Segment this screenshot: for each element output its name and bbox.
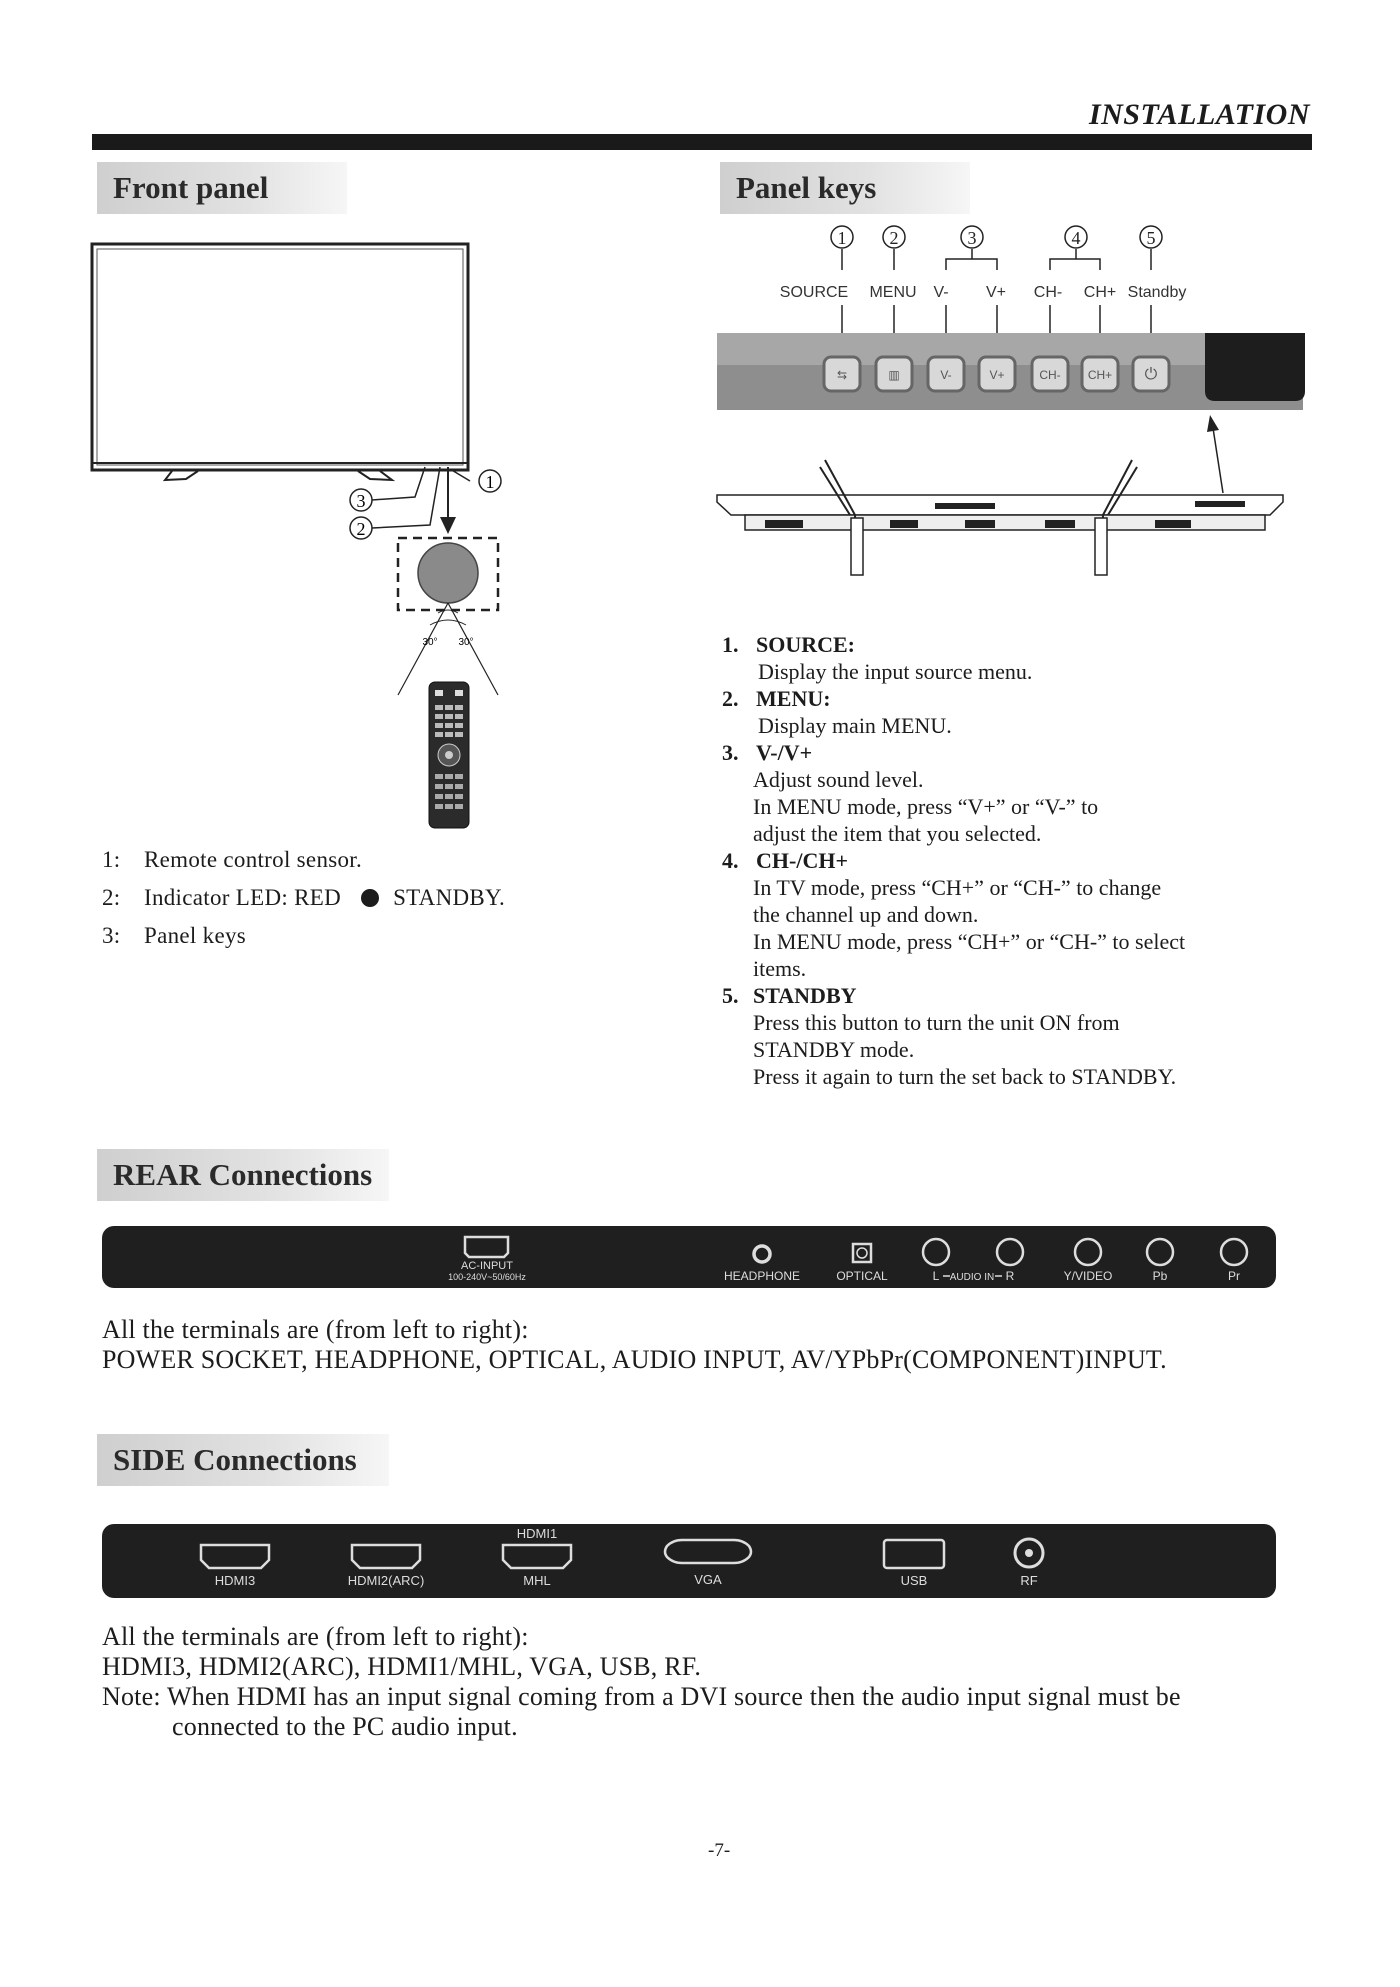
side-connections-heading: SIDE Connections: [97, 1434, 389, 1486]
front-panel-heading: Front panel: [97, 162, 347, 214]
svg-text:AUDIO IN: AUDIO IN: [949, 1272, 995, 1283]
svg-text:CH-: CH-: [1033, 284, 1063, 301]
svg-text:R: R: [1005, 1269, 1015, 1283]
svg-text:▥: ▥: [888, 368, 900, 382]
svg-text:2: 2: [889, 228, 899, 248]
svg-text:V-: V-: [933, 284, 949, 301]
front-panel-diagram: [80, 235, 560, 850]
svg-text:1: 1: [837, 228, 847, 248]
arrow-down-icon: [440, 517, 456, 534]
svg-text:3: 3: [967, 228, 977, 248]
svg-text:USB: USB: [900, 1573, 928, 1588]
rear-connection-panel: [100, 1224, 1280, 1290]
rear-description: All the terminals are (from left to right): POWER SOCKET, HEADPHONE, OPTICAL, AUDIO INPUT, AV/YPbPr(COMPONENT)INPUT.: [102, 1315, 1167, 1374]
svg-text:HDMI3: HDMI3: [214, 1573, 256, 1588]
remote-control-icon: [429, 682, 469, 828]
svg-text:V-: V-: [940, 368, 952, 382]
svg-text:CH-: CH-: [1039, 368, 1061, 382]
tv-stand-right: [358, 471, 392, 480]
panel-grip: [1205, 333, 1305, 401]
svg-text:HEADPHONE: HEADPHONE: [723, 1269, 801, 1283]
rear-connections-heading: REAR Connections: [97, 1149, 389, 1201]
svg-text:CH+: CH+: [1087, 368, 1113, 382]
svg-text:CH+: CH+: [1083, 284, 1117, 301]
svg-text:30°: 30°: [458, 637, 474, 648]
side-description: All the terminals are (from left to right): HDMI3, HDMI2(ARC), HDMI1/MHL, VGA, USB, RF. Note: When HDMI has an input signal coming from a DVI source then the audio input signal must be connected to the PC audio input.: [102, 1622, 1342, 1742]
front-legend-item-1: 1: Remote control sensor.: [102, 847, 363, 872]
svg-text:100-240V~50/60Hz: 100-240V~50/60Hz: [448, 1272, 526, 1282]
svg-text:AC-INPUT: AC-INPUT: [461, 1260, 513, 1272]
svg-text:⇆: ⇆: [836, 368, 848, 382]
front-legend-item-3: 3: Panel keys: [102, 923, 247, 948]
svg-text:SOURCE: SOURCE: [779, 284, 849, 301]
page-header-title: INSTALLATION: [1088, 98, 1310, 131]
svg-text:⏻: ⏻: [1144, 366, 1158, 383]
panel-key-item-2: 2. MENU: Display main MENU.: [722, 686, 952, 738]
panel-key-item-4: 4. CH-/CH+ In TV mode, press “CH+” or “CH-” to change the channel up and down. In MENU mode, press “CH+” or “CH-” to select items.: [722, 848, 1186, 981]
side-note: Note: When HDMI has an input signal coming from a DVI source then the audio input signal must be connected to the PC audio input.: [102, 1682, 1181, 1741]
tv-frame: [92, 244, 468, 470]
svg-text:RF: RF: [1020, 1573, 1038, 1588]
panel-keys-heading: Panel keys: [720, 162, 970, 214]
header-rule: [92, 134, 1312, 150]
remote-sensor-icon: [418, 543, 478, 603]
page-number: -7-: [708, 1840, 731, 1861]
svg-text:2: 2: [356, 519, 366, 539]
svg-text:Standby: Standby: [1127, 284, 1187, 301]
svg-text:Pb: Pb: [1152, 1269, 1168, 1283]
svg-text:MHL: MHL: [523, 1573, 551, 1588]
tv-bottom-view: [717, 460, 1283, 575]
panel-key-item-5: 5. STANDBY Press this button to turn the unit ON from STANDBY mode. Press it again to turn the set back to STANDBY.: [722, 983, 1177, 1089]
svg-text:30°: 30°: [422, 637, 438, 648]
side-connection-panel: [100, 1522, 1280, 1600]
panel-keys-diagram: [715, 215, 1315, 595]
svg-text:V+: V+: [989, 368, 1005, 382]
svg-text:4: 4: [1071, 228, 1081, 248]
svg-text:V+: V+: [985, 284, 1007, 301]
arrow-up-icon: [1207, 415, 1219, 432]
panel-key-item-3: 3. V-/V+ Adjust sound level. In MENU mode, press “V+” or “V-” to adjust the item that you selected.: [722, 740, 1099, 846]
svg-text:VGA: VGA: [694, 1572, 722, 1587]
svg-text:L: L: [932, 1269, 940, 1283]
panel-button-row: [824, 357, 1169, 391]
svg-text:3: 3: [356, 491, 366, 511]
svg-text:OPTICAL: OPTICAL: [836, 1269, 888, 1283]
svg-text:Pr: Pr: [1228, 1269, 1240, 1283]
svg-text:MENU: MENU: [869, 284, 917, 301]
panel-keys-description: [722, 631, 1312, 1090]
svg-text:1: 1: [485, 472, 495, 492]
svg-text:Y/VIDEO: Y/VIDEO: [1063, 1269, 1113, 1283]
front-legend-item-2: 2: Indicator LED: RED STANDBY.: [102, 885, 506, 910]
svg-text:HDMI1: HDMI1: [516, 1526, 558, 1541]
svg-text:5: 5: [1146, 228, 1156, 248]
tv-stand-left: [165, 471, 198, 480]
led-dot-icon: [361, 889, 379, 907]
panel-key-item-1: 1. SOURCE: Display the input source menu.: [722, 632, 1033, 684]
svg-text:HDMI2(ARC): HDMI2(ARC): [347, 1573, 425, 1588]
